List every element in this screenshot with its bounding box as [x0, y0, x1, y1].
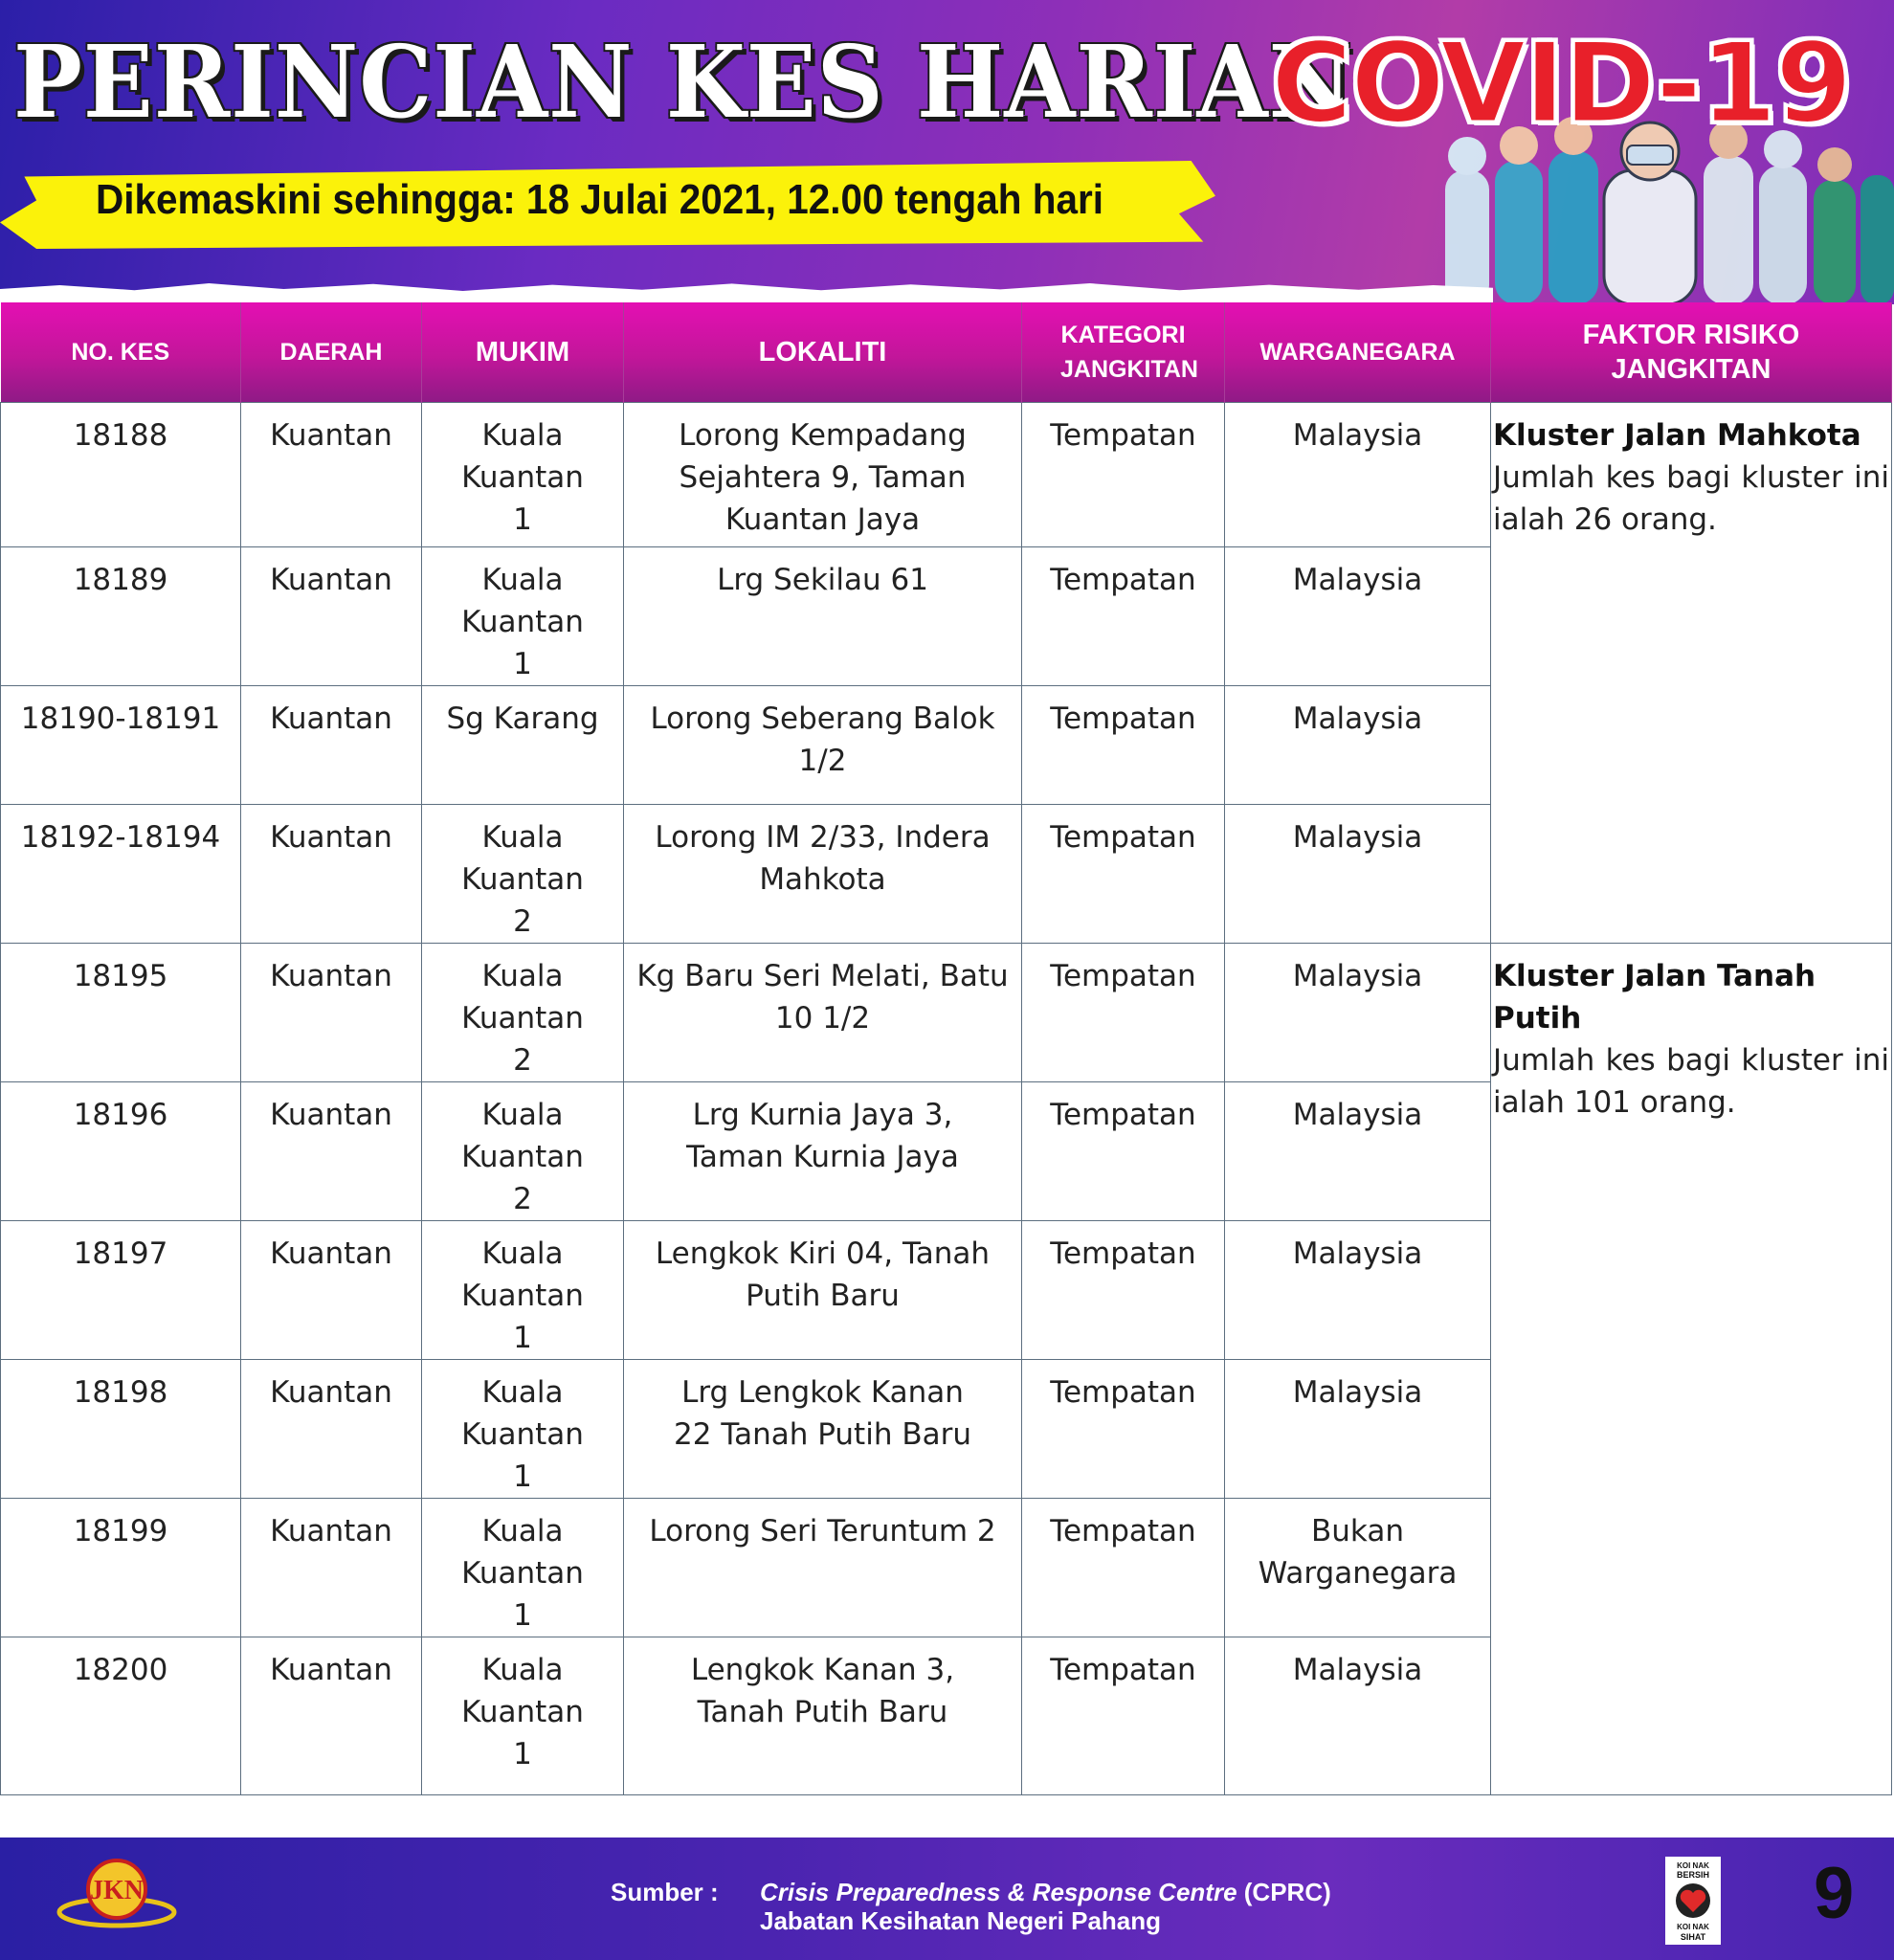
source-organization	[760, 1878, 1331, 1907]
cell-kategori: Tempatan	[1022, 943, 1225, 1081]
column-header-kategori: KATEGORI JANGKITAN	[1022, 302, 1225, 402]
cell-no-kes: 18192-18194	[1, 804, 241, 943]
cell-warganegara: Malaysia	[1225, 685, 1491, 804]
cell-daerah: Kuantan	[241, 1359, 422, 1498]
cell-no-kes: 18195	[1, 943, 241, 1081]
svg-text:SIHAT: SIHAT	[1680, 1932, 1706, 1942]
cell-warganegara: Malaysia	[1225, 1220, 1491, 1359]
case-table	[0, 302, 1892, 1795]
cell-mukim: Kuala Kuantan 1	[422, 1359, 624, 1498]
svg-text:KOI NAK: KOI NAK	[1677, 1923, 1709, 1931]
cell-kategori: Tempatan	[1022, 1498, 1225, 1637]
cell-kategori: Tempatan	[1022, 1220, 1225, 1359]
risk-factor-description: Jumlah kes bagi kluster ini ialah 26 orang.	[1493, 459, 1889, 537]
cell-no-kes: 18199	[1, 1498, 241, 1637]
cell-daerah: Kuantan	[241, 1220, 422, 1359]
cell-no-kes: 18188	[1, 402, 241, 546]
cell-mukim: Kuala Kuantan 2	[422, 943, 624, 1081]
cell-no-kes: 18196	[1, 1081, 241, 1220]
cell-lokaliti: Lorong Kempadang Sejahtera 9, Taman Kuantan Jaya	[624, 402, 1022, 546]
cell-daerah: Kuantan	[241, 1498, 422, 1637]
cell-lokaliti: Lorong Seberang Balok 1/2	[624, 685, 1022, 804]
column-header-no-kes: NO. KES	[1, 302, 241, 402]
cell-daerah: Kuantan	[241, 804, 422, 943]
cell-warganegara: Malaysia	[1225, 1359, 1491, 1498]
cell-lokaliti: Lrg Lengkok Kanan 22 Tanah Putih Baru	[624, 1359, 1022, 1498]
cell-mukim: Sg Karang	[422, 685, 624, 804]
cell-no-kes: 18189	[1, 546, 241, 685]
cell-daerah: Kuantan	[241, 402, 422, 546]
cell-daerah: Kuantan	[241, 1081, 422, 1220]
cell-kategori: Tempatan	[1022, 1359, 1225, 1498]
column-header-daerah: DAERAH	[241, 302, 422, 402]
cell-mukim: Kuala Kuantan 2	[422, 804, 624, 943]
cell-daerah: Kuantan	[241, 546, 422, 685]
cell-kategori: Tempatan	[1022, 546, 1225, 685]
cell-mukim: Kuala Kuantan 1	[422, 1498, 624, 1637]
cell-kategori: Tempatan	[1022, 804, 1225, 943]
column-header-mukim: MUKIM	[422, 302, 624, 402]
cell-lokaliti: Kg Baru Seri Melati, Batu 10 1/2	[624, 943, 1022, 1081]
cell-lokaliti: Lorong IM 2/33, Indera Mahkota	[624, 804, 1022, 943]
cell-lokaliti: Lengkok Kiri 04, Tanah Putih Baru	[624, 1220, 1022, 1359]
covid-title: COVID-19	[1271, 19, 1851, 148]
cell-warganegara: Malaysia	[1225, 1637, 1491, 1794]
risk-factor-cell	[1491, 402, 1892, 943]
svg-text:KOI NAK: KOI NAK	[1677, 1861, 1709, 1870]
cell-mukim: Kuala Kuantan 1	[422, 1220, 624, 1359]
cell-warganegara: Malaysia	[1225, 943, 1491, 1081]
cell-lokaliti: Lrg Kurnia Jaya 3, Taman Kurnia Jaya	[624, 1081, 1022, 1220]
risk-factor-title: Kluster Jalan Tanah Putih	[1493, 958, 1816, 1036]
cell-kategori: Tempatan	[1022, 402, 1225, 546]
cell-warganegara: Malaysia	[1225, 1081, 1491, 1220]
source-label: Sumber :	[611, 1878, 719, 1906]
cell-daerah: Kuantan	[241, 1637, 422, 1794]
cell-warganegara: Malaysia	[1225, 546, 1491, 685]
cell-no-kes: 18190-18191	[1, 685, 241, 804]
cell-warganegara: Malaysia	[1225, 402, 1491, 546]
source-department: Jabatan Kesihatan Negeri Pahang	[760, 1906, 1162, 1935]
cell-lokaliti: Lorong Seri Teruntum 2	[624, 1498, 1022, 1637]
updated-date-text: Dikemaskini sehingga: 18 Julai 2021, 12.00 tengah hari	[96, 176, 1103, 223]
table-row	[1, 402, 1892, 546]
header-banner	[0, 0, 1894, 304]
svg-text:BERSIH: BERSIH	[1676, 1870, 1710, 1880]
cell-mukim: Kuala Kuantan 1	[422, 402, 624, 546]
koi-nak-sihat-logo	[1665, 1857, 1721, 1945]
banner-torn-edge	[0, 268, 1493, 304]
risk-factor-title: Kluster Jalan Mahkota	[1493, 417, 1861, 453]
cell-kategori: Tempatan	[1022, 685, 1225, 804]
cell-no-kes: 18200	[1, 1637, 241, 1794]
jkn-logo-text: JKN	[90, 1876, 144, 1905]
risk-factor-cell	[1491, 943, 1892, 1794]
page-title: PERINCIAN KES HARIAN	[13, 23, 1354, 141]
risk-factor-description: Jumlah kes bagi kluster ini ialah 101 orang.	[1493, 1042, 1889, 1120]
column-header-warganegara: WARGANEGARA	[1225, 302, 1491, 402]
table-row	[1, 943, 1892, 1081]
cell-kategori: Tempatan	[1022, 1081, 1225, 1220]
case-table-container	[0, 302, 1891, 1795]
cell-daerah: Kuantan	[241, 685, 422, 804]
column-header-faktor-risiko: FAKTOR RISIKO JANGKITAN	[1491, 302, 1892, 402]
jkn-logo	[56, 1855, 178, 1935]
cell-lokaliti: Lengkok Kanan 3, Tanah Putih Baru	[624, 1637, 1022, 1794]
cell-mukim: Kuala Kuantan 1	[422, 546, 624, 685]
cell-mukim: Kuala Kuantan 2	[422, 1081, 624, 1220]
cell-no-kes: 18198	[1, 1359, 241, 1498]
source-org-name: Crisis Preparedness & Response Centre	[760, 1878, 1237, 1906]
cell-mukim: Kuala Kuantan 1	[422, 1637, 624, 1794]
cell-no-kes: 18197	[1, 1220, 241, 1359]
cell-warganegara: Malaysia	[1225, 804, 1491, 943]
source-org-abbr: (CPRC)	[1237, 1878, 1331, 1906]
table-header-row	[1, 302, 1892, 402]
column-header-lokaliti: LOKALITI	[624, 302, 1022, 402]
cell-kategori: Tempatan	[1022, 1637, 1225, 1794]
cell-daerah: Kuantan	[241, 943, 422, 1081]
cell-lokaliti: Lrg Sekilau 61	[624, 546, 1022, 685]
page-number: 9	[1814, 1853, 1855, 1934]
cell-warganegara: Bukan Warganegara	[1225, 1498, 1491, 1637]
